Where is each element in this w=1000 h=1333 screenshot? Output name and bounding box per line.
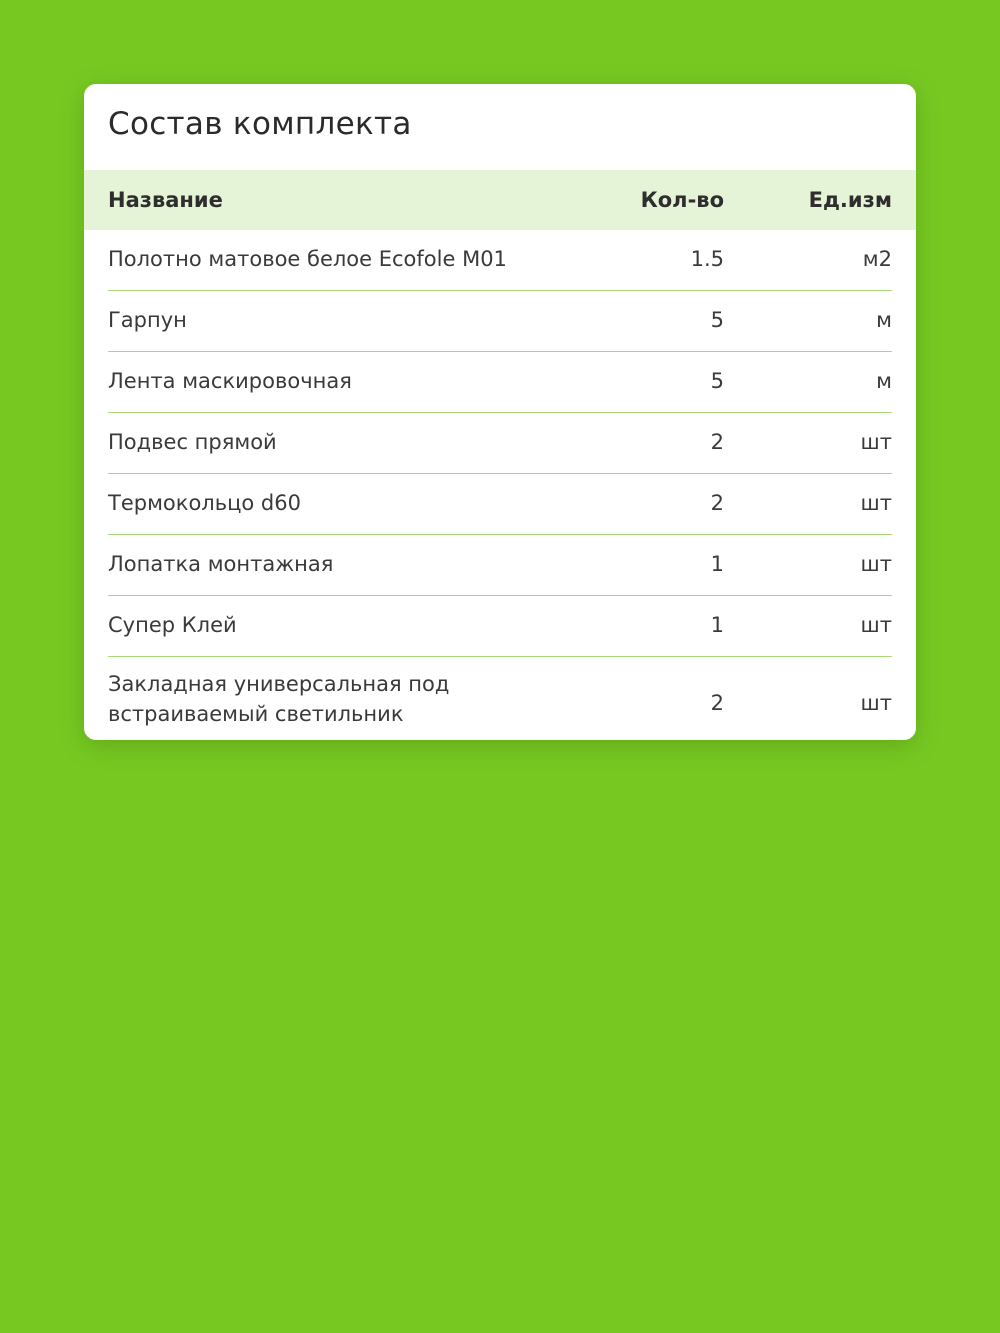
row-name: Термокольцо d60	[108, 491, 301, 515]
row-qty: 5	[710, 308, 724, 332]
header-name: Название	[108, 188, 223, 212]
kit-composition-card	[84, 84, 916, 740]
row-name: Полотно матовое белое Ecofole M01	[108, 247, 507, 271]
table-row	[108, 352, 892, 413]
row-unit: шт	[860, 430, 892, 454]
card-title: Состав комплекта	[108, 106, 412, 142]
row-unit: шт	[860, 491, 892, 515]
table-header-row	[84, 170, 916, 230]
table-row	[108, 596, 892, 657]
row-name: Супер Клей	[108, 613, 237, 637]
row-qty: 2	[710, 491, 724, 515]
row-qty: 2	[710, 430, 724, 454]
row-qty: 1	[710, 552, 724, 576]
row-name: Закладная универсальная под встраиваемый светильник	[108, 672, 450, 726]
row-name: Подвес прямой	[108, 430, 277, 454]
row-unit: шт	[860, 613, 892, 637]
header-unit: Ед.изм	[808, 188, 892, 212]
row-unit: м	[876, 308, 892, 332]
row-qty: 1	[710, 613, 724, 637]
row-name: Лопатка монтажная	[108, 552, 334, 576]
table-row	[108, 413, 892, 474]
row-unit: м	[876, 369, 892, 393]
row-name: Лента маскировочная	[108, 369, 352, 393]
table-row	[108, 291, 892, 352]
table-row	[108, 657, 892, 740]
header-qty: Кол-во	[640, 188, 724, 212]
row-qty: 2	[710, 691, 724, 715]
row-qty: 5	[710, 369, 724, 393]
row-unit: шт	[860, 691, 892, 715]
row-unit: м2	[862, 247, 892, 271]
table-row	[108, 230, 892, 291]
table-row	[108, 474, 892, 535]
row-qty: 1.5	[690, 247, 724, 271]
row-name: Гарпун	[108, 308, 187, 332]
table-row	[108, 535, 892, 596]
row-unit: шт	[860, 552, 892, 576]
